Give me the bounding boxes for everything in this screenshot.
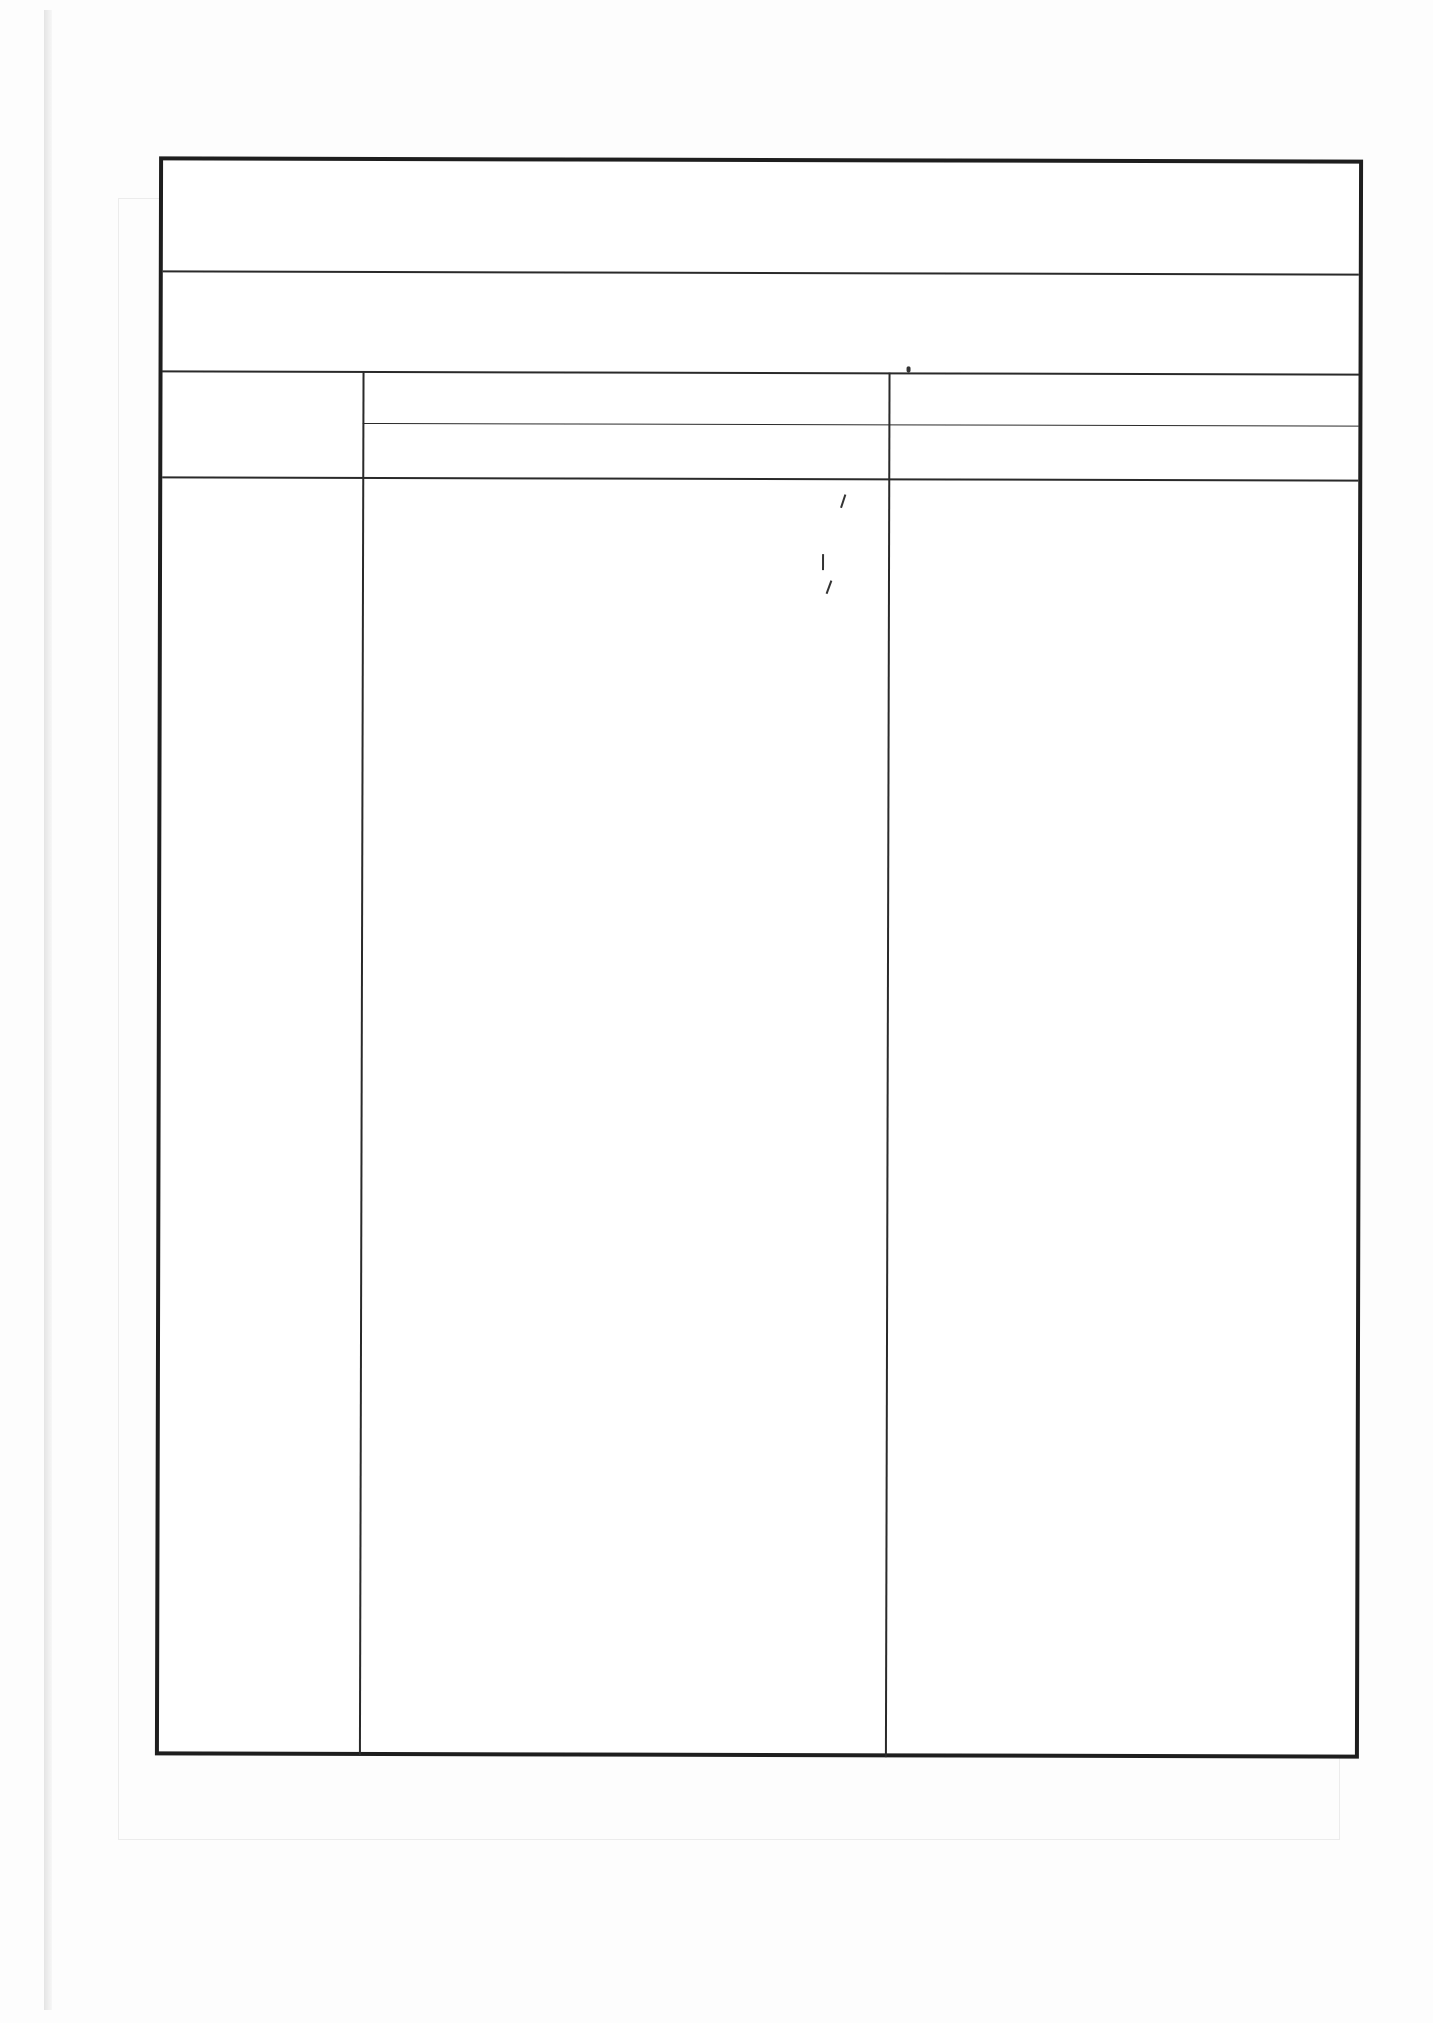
usage-license-form <box>155 156 1363 1758</box>
column-divider-1 <box>359 371 365 1756</box>
form-title <box>163 160 1359 273</box>
column-header-approval-doc <box>364 375 888 424</box>
scan-edge-shadow <box>44 10 52 2010</box>
header-bottom-line <box>162 476 1358 481</box>
column-header-incoming-doc <box>364 427 888 476</box>
tick-mark <box>826 580 833 594</box>
column-divider-2 <box>885 372 891 1757</box>
tick-mark <box>822 554 824 570</box>
section-title <box>163 272 1359 373</box>
column-header-change-content <box>890 428 1358 477</box>
column-header-completion-no <box>890 376 1358 425</box>
ink-dot <box>907 366 911 372</box>
column-header-item <box>162 372 362 477</box>
tick-mark <box>840 494 846 508</box>
